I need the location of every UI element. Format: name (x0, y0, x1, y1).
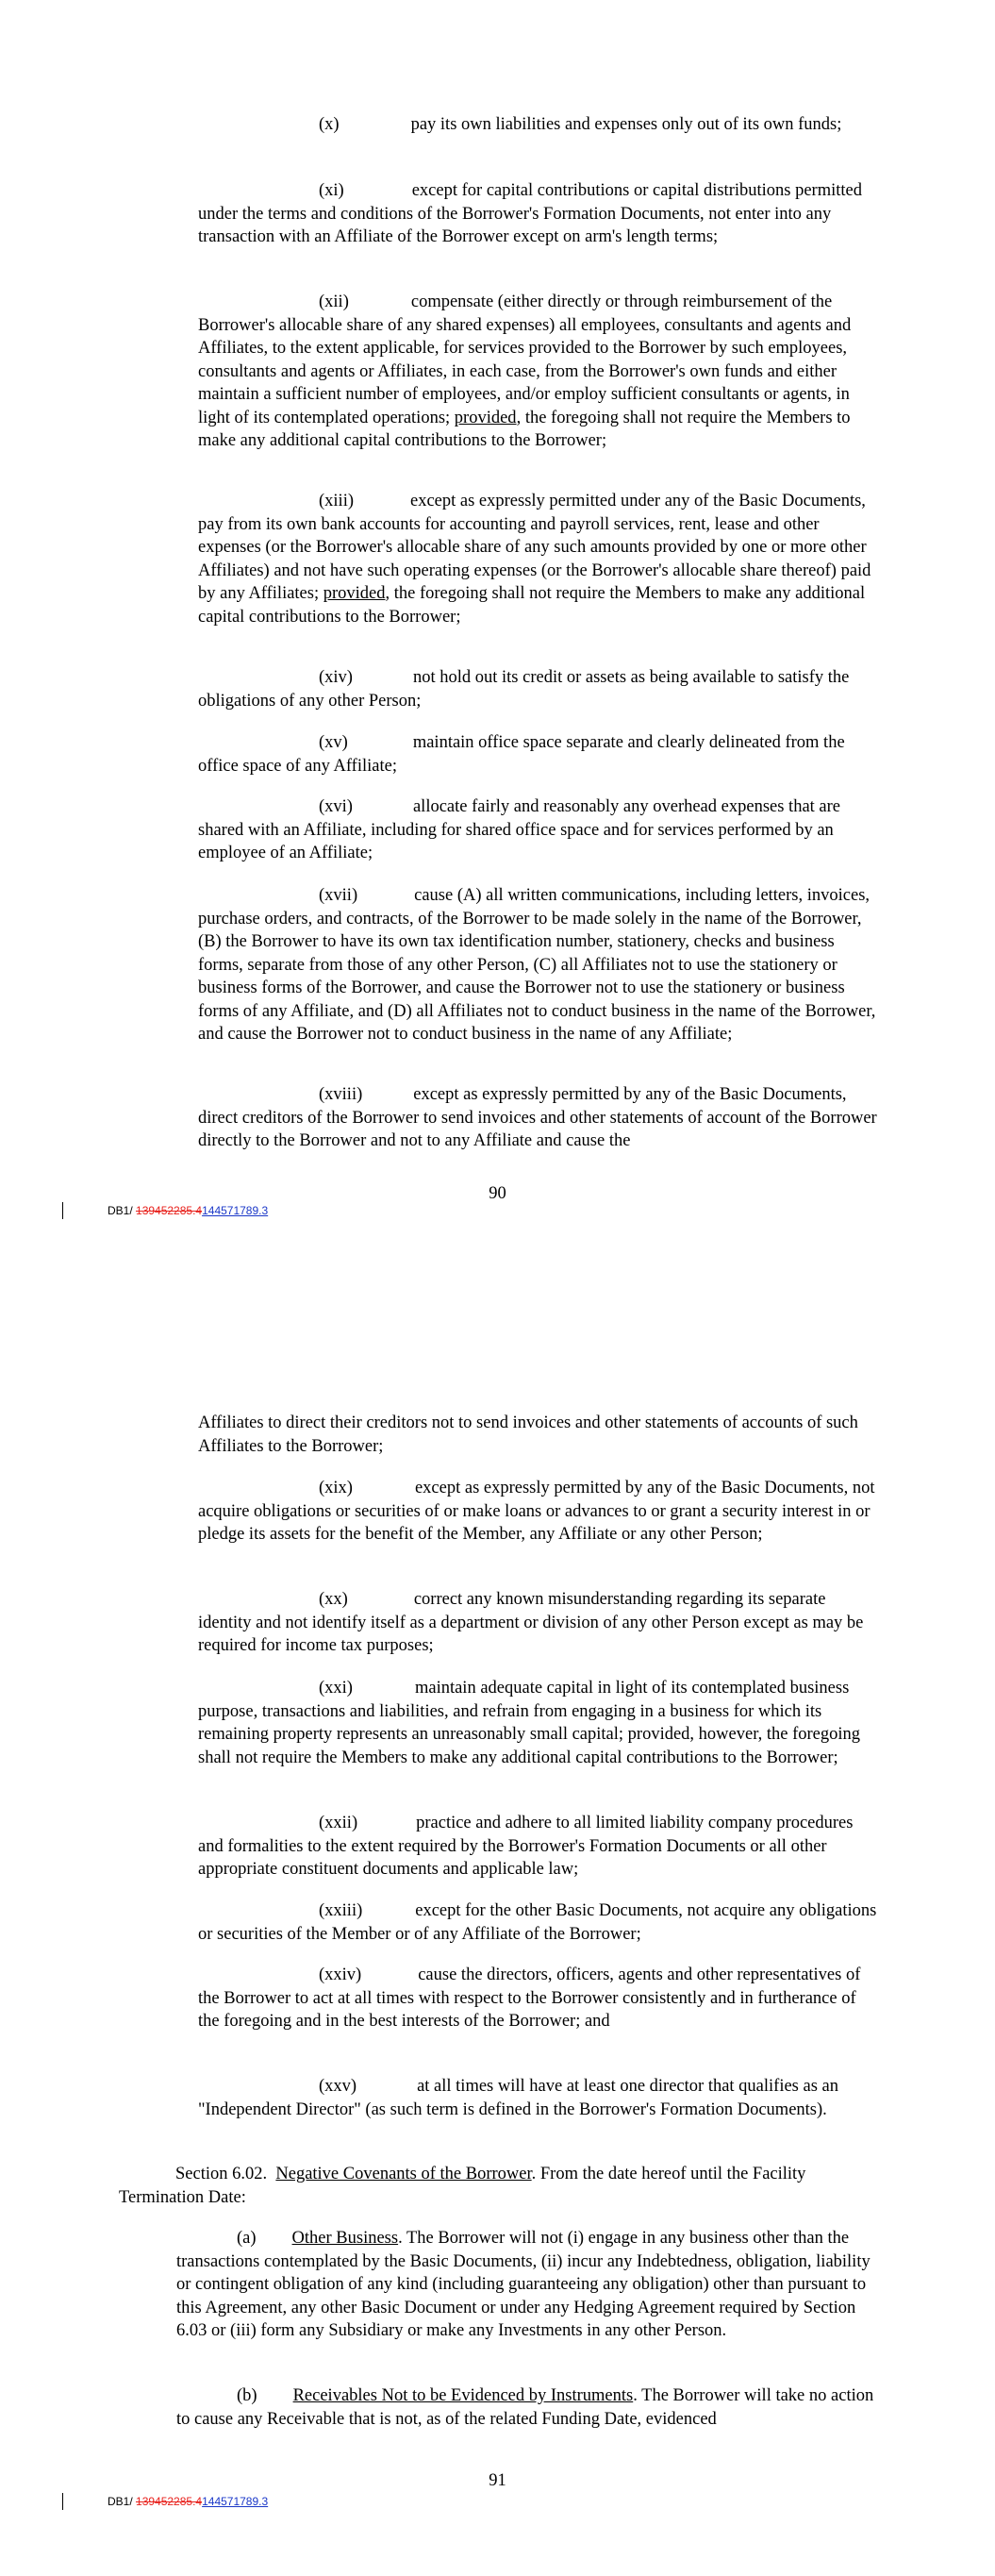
clause-text: maintain adequate capital in light of its contemplated business purpose, transactions and liabilities, and refrain from engaging in a business for which its remaining property represents an unreasonably small capital; provided, however, the foregoing shall not require the Members to make any additional capital contributions to the Borrower; (198, 1679, 861, 1767)
clause-number: (xv) (319, 733, 348, 752)
provided-term: provided (323, 584, 386, 603)
clause-xxii (198, 1812, 880, 1882)
clause-text: except for capital contributions or capital distributions permitted under the terms and conditions of the Borrower's Formation Documents, not enter into any transaction with an Affiliate of the Borrower except on arm's length terms; (198, 181, 862, 246)
change-bar (62, 2493, 63, 2510)
clause-number: (xxii) (319, 1814, 358, 1832)
clause-xxiv (198, 1964, 880, 2033)
clause-number: (xii) (319, 293, 349, 311)
clause-xxv (198, 2075, 880, 2121)
clause-xvi (198, 795, 880, 865)
clause-text: cause the directors, officers, agents and other representatives of the Borrower to act at all times with respect to the Borrower consistently and in furtherance of the foregoing and in the best interests of the Borrower; and (198, 1965, 861, 2031)
clause-text: except as expressly permitted by any of the Basic Documents, not acquire obligations or securities of or make loans or advances to or grant a security interest in or pledge its assets for the benefit of the Member, any Affiliate or any other Person; (198, 1479, 875, 1544)
provided-term: provided (454, 408, 517, 427)
section-6-02 (119, 2163, 880, 2209)
inserted-doc-number: 144571789.3 (202, 2495, 269, 2508)
subsection-text: . The Borrower will take no action to cause any Receivable that is not, as of the related Funding Date, evidenced (176, 2386, 874, 2429)
clause-xxiii (198, 1899, 880, 1946)
clause-xi (198, 179, 880, 249)
clause-text: except for the other Basic Documents, not acquire any obligations or securities of the Member or of any Affiliate of the Borrower; (198, 1901, 877, 1944)
section-title: Negative Covenants of the Borrower (275, 2165, 532, 2183)
clause-text: pay its own liabilities and expenses only out of its own funds; (410, 115, 842, 134)
clause-number: (xiii) (319, 492, 354, 510)
subsection-b (176, 2384, 880, 2431)
clause-xvii (198, 884, 880, 1046)
clause-number: (xvii) (319, 886, 358, 905)
clause-xx (198, 1588, 880, 1658)
subsection-title: Receivables Not to be Evidenced by Instruments (292, 2386, 634, 2405)
clause-text: correct any known misunderstanding regarding its separate identity and not identify itself as a department or division of any other Person except as may be required for income tax purposes; (198, 1590, 864, 1655)
subsection-text: . The Borrower will not (i) engage in any business other than the transactions contemplated by the Basic Documents, (ii) incur any Indebtedness, obligation, liability or contingent obligation of any kind (including guaranteeing any obligation) other than pursuant to this Agreement, any other Basic Document or under any Hedging Agreement required by Section 6.03 or (iii) form any Subsidiary or make any Investments in any other Person. (176, 2229, 871, 2340)
deleted-doc-number: 139452285.4 (136, 2495, 203, 2508)
section-text: . From the date hereof until the Facility Termination Date: (119, 2165, 806, 2207)
clause-xxi (198, 1677, 880, 1769)
change-bar (62, 1202, 63, 1219)
subsection-a (176, 2227, 880, 2343)
subsection-title: Other Business (291, 2229, 399, 2248)
footer-prefix: DB1/ (108, 1204, 137, 1217)
page-number: 91 (489, 2471, 506, 2490)
clause-text: except as expressly permitted under any of the Basic Documents, pay from its own bank accounts for accounting and payroll services, rent, lease and other expenses (or the Borrower's allocable share of any such amounts provided by one or more other Affiliates) and not have such operating expenses (or the Borrower's allocable share thereof) paid by any Affiliates; (198, 492, 871, 603)
deleted-doc-number: 139452285.4 (136, 1204, 203, 1217)
clause-text-after: , the foregoing shall not require the Members to make any additional capital contributions to the Borrower; (198, 584, 866, 627)
page-91 (0, 1288, 995, 2576)
subsection-number: (b) (237, 2386, 257, 2405)
section-label: Section 6.02. (175, 2165, 268, 2183)
clause-x (198, 113, 880, 137)
clause-number: (xxv) (319, 2077, 357, 2096)
clause-xv (198, 731, 880, 778)
subsection-number: (a) (237, 2229, 257, 2248)
clause-number: (xi) (319, 181, 344, 200)
clause-number: (xxi) (319, 1679, 353, 1698)
clause-number: (xiv) (319, 668, 353, 687)
clause-text: at all times will have at least one director that qualifies as an "Independent Director" (as such term is defined in the Borrower's Formation Documents). (198, 2077, 839, 2119)
clause-number: (xix) (319, 1479, 353, 1497)
clause-text: except as expressly permitted by any of the Basic Documents, direct creditors of the Borrower to send invoices and other statements of account of the Borrower directly to the Borrower and not to any Affiliate and cause the (198, 1085, 877, 1150)
clause-text: cause (A) all written communications, including letters, invoices, purchase orders, and contracts, of the Borrower to be made solely in the name of the Borrower, (B) the Borrower to have its own tax identification number, stationery, checks and business forms, separate from those of any other Person, (C) all Affiliates not to use the stationery or business forms of the Borrower, and cause the Borrower not to use the stationery or business forms of any Affiliate, and (D) all Affiliates not to conduct business in the name of the Borrower, and cause the Borrower not to conduct business in the name of any Affiliate; (198, 886, 876, 1044)
footer-prefix: DB1/ (108, 2495, 137, 2508)
clause-number: (xvi) (319, 797, 353, 816)
clause-xiv (198, 666, 880, 712)
clause-number: (xviii) (319, 1085, 363, 1104)
clause-number: (x) (319, 115, 340, 134)
clause-number: (xx) (319, 1590, 348, 1609)
page-number: 90 (489, 1184, 506, 1203)
clause-text: practice and adhere to all limited liability company procedures and formalities to the extent required by the Borrower's Formation Documents or all other appropriate constituent documents and applicable law; (198, 1814, 854, 1879)
continuation-text: Affiliates to direct their creditors not to send invoices and other statements of accounts of such Affiliates to the Borrower; (198, 1413, 858, 1456)
inserted-doc-number: 144571789.3 (202, 1204, 269, 1217)
clause-number: (xxiii) (319, 1901, 363, 1920)
clause-number: (xxiv) (319, 1965, 362, 1984)
clause-text-after: , the foregoing shall not require the Members to make any additional capital contributions to the Borrower; (198, 408, 851, 450)
clause-text: compensate (either directly or through reimbursement of the Borrower's allocable share of any shared expenses) all employees, consultants and agents and Affiliates, to the extent applicable, for services provided to the Borrower by such employees, consultants and agents or Affiliates, in each case, from the Borrower's own funds and either maintain a sufficient number of employees, and/or employ sufficient consultants or agents, in light of its contemplated operations; (198, 293, 852, 427)
footer-id (108, 2495, 268, 2508)
clause-text: maintain office space separate and clearly delineated from the office space of any Affiliate; (198, 733, 845, 776)
clause-xix (198, 1477, 880, 1547)
clause-text: not hold out its credit or assets as being available to satisfy the obligations of any other Person; (198, 668, 850, 711)
clause-xviii (198, 1083, 880, 1153)
footer-id (108, 1204, 268, 1217)
clause-xiii (198, 490, 880, 628)
clause-xii (198, 291, 880, 453)
clause-text: allocate fairly and reasonably any overhead expenses that are shared with an Affiliate, including for shared office space and for services performed by an employee of an Affiliate; (198, 797, 841, 862)
